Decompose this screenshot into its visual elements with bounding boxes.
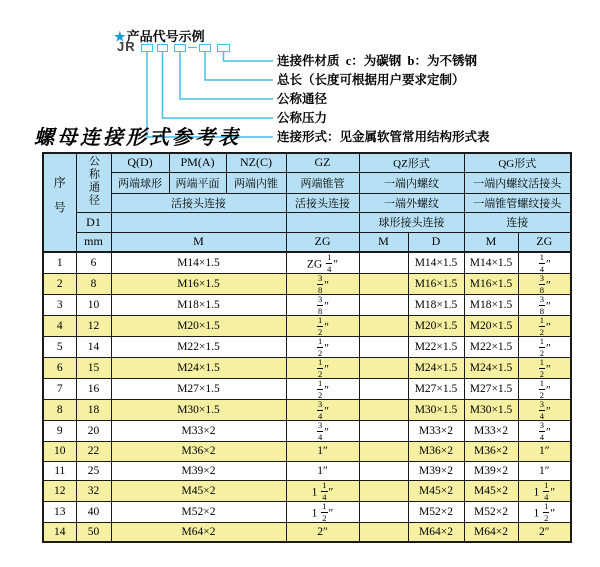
cell-qg-zg: 1″	[518, 461, 571, 481]
col-header-q: Q(D)	[111, 153, 169, 172]
cell-seq: 12	[43, 481, 76, 502]
cell-gz-zg: $\frac{1}{2}$ ″	[286, 379, 359, 400]
col-header-qg: QG形式	[464, 153, 571, 172]
table-row	[43, 481, 571, 502]
cell-dn: 50	[76, 523, 111, 543]
cell-qz-m	[359, 502, 408, 523]
cell-dn: 14	[76, 337, 111, 358]
cell-qz-m	[359, 421, 408, 442]
qg-desc-3: 连接	[464, 212, 571, 232]
cell-seq: 6	[43, 358, 76, 379]
cell-gz-zg: $\frac{1}{2}$ ″	[286, 316, 359, 337]
diagram-label-pressure: 公称压力	[277, 111, 328, 125]
cell-qz-m	[359, 337, 408, 358]
cell-qz-d: M18×1.5	[408, 295, 464, 316]
cell-qz-m	[359, 295, 408, 316]
empty-cell	[286, 212, 359, 232]
cell-m: M27×1.5	[111, 379, 286, 400]
cell-seq: 9	[43, 421, 76, 442]
cell-qg-m: M18×1.5	[464, 295, 518, 316]
cell-qg-zg: 1″	[518, 442, 571, 462]
cell-qg-m: M22×1.5	[464, 337, 518, 358]
nz-desc: 两端内锥	[226, 172, 286, 193]
cell-qz-d: M52×2	[408, 502, 464, 523]
d1-label: D1	[76, 212, 111, 232]
cell-qg-zg: 1 $\frac{1}{4}$ ″	[518, 481, 571, 502]
cell-m: M33×2	[111, 421, 286, 442]
cell-seq: 1	[43, 252, 76, 274]
cell-m: M22×1.5	[111, 337, 286, 358]
qz-d-col-label: D	[408, 232, 464, 252]
cell-dn: 25	[76, 461, 111, 481]
cell-qz-m	[359, 442, 408, 462]
cell-m: M36×2	[111, 442, 286, 462]
cell-qz-m	[359, 523, 408, 543]
cell-m: M20×1.5	[111, 316, 286, 337]
cell-m: M24×1.5	[111, 358, 286, 379]
cell-qg-m: M52×2	[464, 502, 518, 523]
cell-seq: 4	[43, 316, 76, 337]
zg-col-label: ZG	[286, 232, 359, 252]
gz-desc: 两端锥管	[286, 172, 359, 193]
cell-dn: 18	[76, 400, 111, 421]
table-row	[43, 461, 571, 481]
cell-seq: 11	[43, 461, 76, 481]
cell-qg-zg: 2″	[518, 523, 571, 543]
cell-qz-d: M20×1.5	[408, 316, 464, 337]
cell-dn: 12	[76, 316, 111, 337]
cell-dn: 15	[76, 358, 111, 379]
cell-dn: 20	[76, 421, 111, 442]
table-row	[43, 252, 571, 274]
cell-seq: 8	[43, 400, 76, 421]
cell-qg-zg: $\frac{3}{8}$ ″	[518, 274, 571, 295]
cell-qg-m: M16×1.5	[464, 274, 518, 295]
cell-qg-m: M20×1.5	[464, 316, 518, 337]
qg-zg-col-label: ZG	[518, 232, 571, 252]
qz-desc-3: 球形接头连接	[359, 212, 464, 232]
col-header-qz: QZ形式	[359, 153, 464, 172]
code-prefix: JR	[117, 39, 136, 54]
cell-dn: 8	[76, 274, 111, 295]
nut-connection-table	[42, 152, 572, 543]
cell-qg-m: M36×2	[464, 442, 518, 462]
cell-qz-d: M22×1.5	[408, 337, 464, 358]
cell-qg-m: M39×2	[464, 461, 518, 481]
cell-seq: 5	[43, 337, 76, 358]
cell-m: M39×2	[111, 461, 286, 481]
cell-gz-zg: $\frac{3}{8}$ ″	[286, 274, 359, 295]
cell-qg-zg: $\frac{1}{2}$ ″	[518, 337, 571, 358]
diagram-label-material: 连接件材质 c：为碳钢 b：为不锈钢	[277, 54, 478, 68]
qg-desc-2: 一端锥管螺纹接头	[464, 193, 571, 212]
cell-qz-m	[359, 400, 408, 421]
cell-gz-zg: $\frac{1}{2}$ ″	[286, 358, 359, 379]
gz-union-label: 活接头连接	[286, 193, 359, 212]
cell-qz-m	[359, 316, 408, 337]
cell-qz-d: M24×1.5	[408, 358, 464, 379]
cell-qg-zg: 1 $\frac{1}{2}$ ″	[518, 502, 571, 523]
cell-qz-d: M39×2	[408, 461, 464, 481]
cell-seq: 13	[43, 502, 76, 523]
cell-dn: 32	[76, 481, 111, 502]
cell-dn: 22	[76, 442, 111, 462]
q-desc: 两端球形	[111, 172, 169, 193]
table-row	[43, 442, 571, 462]
cell-qz-d: M36×2	[408, 442, 464, 462]
cell-qg-zg: $\frac{3}{4}$ ″	[518, 400, 571, 421]
cell-seq: 14	[43, 523, 76, 543]
cell-gz-zg: 1 $\frac{1}{4}$ ″	[286, 481, 359, 502]
cell-gz-zg: 2″	[286, 523, 359, 543]
col-header-pm: PM(A)	[169, 153, 226, 172]
qg-desc-1: 一端内螺纹活接头	[464, 172, 571, 193]
qz-desc-2: 一端外螺纹	[359, 193, 464, 212]
cell-gz-zg: 1″	[286, 442, 359, 462]
diagram-title-text: 产品代号示例	[126, 29, 205, 44]
union-label: 活接头连接	[111, 193, 286, 212]
table-row	[43, 358, 571, 379]
cell-seq: 10	[43, 442, 76, 462]
cell-qz-d: M64×2	[408, 523, 464, 543]
cell-qg-m: M45×2	[464, 481, 518, 502]
qz-m-col-label: M	[359, 232, 408, 252]
cell-qg-zg: $\frac{3}{8}$ ″	[518, 295, 571, 316]
cell-qz-d: M45×2	[408, 481, 464, 502]
cell-qg-m: M33×2	[464, 421, 518, 442]
cell-dn: 40	[76, 502, 111, 523]
col-header-gz: GZ	[286, 153, 359, 172]
col-header-dn	[76, 153, 111, 212]
cell-qz-m	[359, 252, 408, 274]
col-header-seq	[43, 153, 76, 252]
cell-qz-d: M14×1.5	[408, 252, 464, 274]
mm-label: mm	[76, 232, 111, 252]
cell-m: M30×1.5	[111, 400, 286, 421]
cell-qz-d: M33×2	[408, 421, 464, 442]
qg-m-col-label: M	[464, 232, 518, 252]
pm-desc: 两端平面	[169, 172, 226, 193]
cell-qz-d: M30×1.5	[408, 400, 464, 421]
cell-dn: 16	[76, 379, 111, 400]
cell-m: M64×2	[111, 523, 286, 543]
empty-cell	[111, 212, 286, 232]
cell-gz-zg: 1 $\frac{1}{2}$ ″	[286, 502, 359, 523]
cell-qg-zg: $\frac{1}{4}$ ″	[518, 252, 571, 274]
cell-qz-d: M27×1.5	[408, 379, 464, 400]
cell-qg-zg: $\frac{1}{2}$ ″	[518, 316, 571, 337]
table-row	[43, 295, 571, 316]
cell-seq: 3	[43, 295, 76, 316]
star-icon: ★	[114, 29, 126, 44]
table-row	[43, 316, 571, 337]
page-title: 螺母连接形式参考表	[34, 127, 241, 149]
cell-dn: 6	[76, 252, 111, 274]
cell-seq: 2	[43, 274, 76, 295]
cell-m: M52×2	[111, 502, 286, 523]
cell-seq: 7	[43, 379, 76, 400]
cell-gz-zg: $\frac{3}{4}$ ″	[286, 421, 359, 442]
cell-m: M14×1.5	[111, 252, 286, 274]
cell-qz-m	[359, 461, 408, 481]
cell-qz-m	[359, 274, 408, 295]
cell-qg-m: M30×1.5	[464, 400, 518, 421]
cell-qg-m: M27×1.5	[464, 379, 518, 400]
diagram-label-diameter: 公称通径	[277, 92, 328, 106]
cell-m: M18×1.5	[111, 295, 286, 316]
m-col-label: M	[111, 232, 286, 252]
diagram-label-connection: 连接形式：见金属软管常用结构形式表	[277, 130, 490, 144]
cell-qz-m	[359, 379, 408, 400]
cell-gz-zg: $\frac{3}{8}$ ″	[286, 295, 359, 316]
table-row	[43, 421, 571, 442]
cell-qz-m	[359, 481, 408, 502]
col-header-nz: NZ(C)	[226, 153, 286, 172]
dn-label: 公称通径	[87, 155, 100, 208]
cell-gz-zg: 1″	[286, 461, 359, 481]
cell-qg-m: M14×1.5	[464, 252, 518, 274]
cell-m: M45×2	[111, 481, 286, 502]
cell-qg-m: M24×1.5	[464, 358, 518, 379]
cell-qz-d: M16×1.5	[408, 274, 464, 295]
cell-gz-zg: $\frac{1}{2}$ ″	[286, 337, 359, 358]
seq-label: 序号	[52, 176, 67, 226]
diagram-label-length: 总长（长度可根据用户要求定制）	[277, 73, 465, 87]
table-row	[43, 523, 571, 543]
table-row	[43, 502, 571, 523]
table-row	[43, 379, 571, 400]
table-row	[43, 400, 571, 421]
cell-qg-zg: $\frac{1}{2}$ ″	[518, 379, 571, 400]
table-row	[43, 274, 571, 295]
cell-qg-zg: $\frac{1}{2}$ ″	[518, 358, 571, 379]
cell-qg-zg: $\frac{3}{4}$ ″	[518, 421, 571, 442]
cell-dn: 10	[76, 295, 111, 316]
cell-qg-m: M64×2	[464, 523, 518, 543]
cell-qz-m	[359, 358, 408, 379]
cell-gz-zg: ZG $\frac{1}{4}$ ″	[286, 252, 359, 274]
qz-desc-1: 一端内螺纹	[359, 172, 464, 193]
table-row	[43, 337, 571, 358]
cell-gz-zg: $\frac{3}{4}$ ″	[286, 400, 359, 421]
cell-m: M16×1.5	[111, 274, 286, 295]
